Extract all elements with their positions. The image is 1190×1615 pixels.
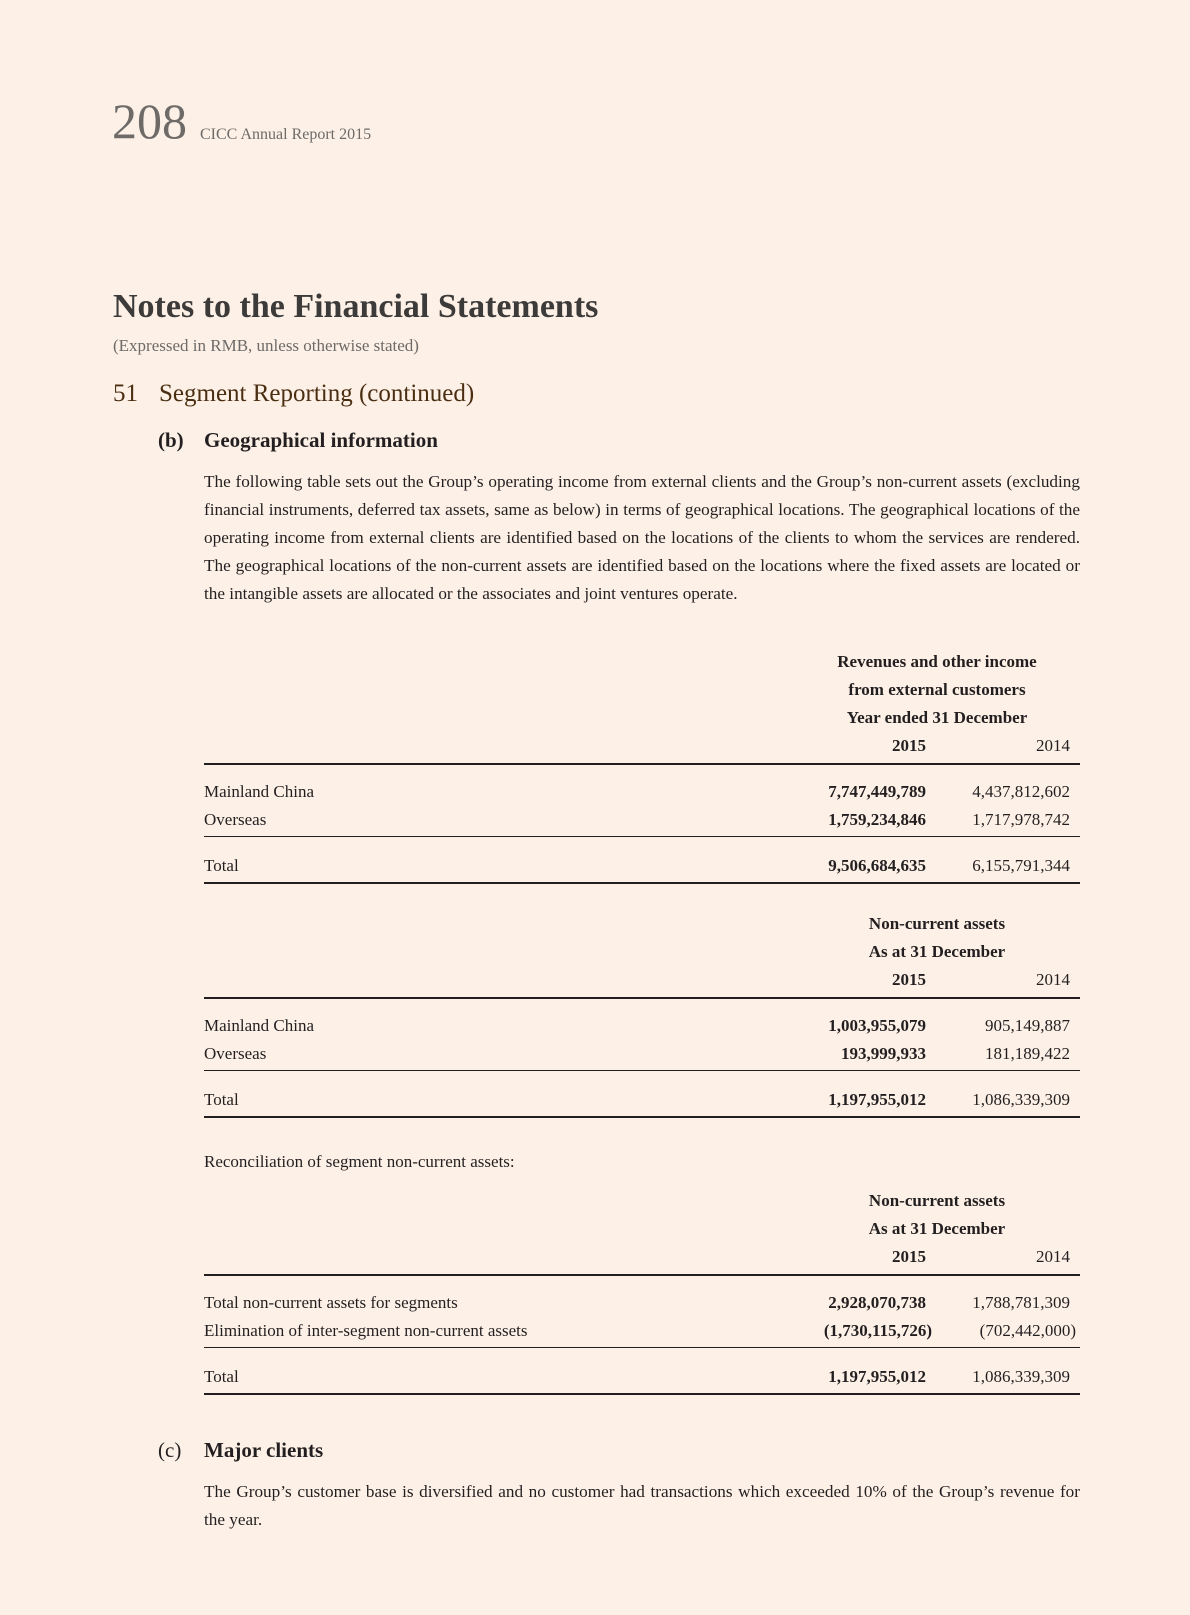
- row-label: Total: [204, 856, 239, 875]
- geographical-paragraph: The following table sets out the Group’s operating income from external clients and the Group’s non-current assets (excluding financial instruments, deferred tax assets, same as below) in terms of geographical locations. The geographical locations of the operating income from external clients are identified based on the locations of the clients to whom the services are rendered. The geographical locations of the non-current assets are identified based on the locations where the fixed assets are located or the intangible assets are allocated or the associates and joint ventures operate.: [204, 472, 1080, 603]
- section-heading: [113, 380, 474, 408]
- row-label: Total non-current assets for segments: [204, 1293, 458, 1312]
- value-2014: 1,086,339,309: [972, 1090, 1070, 1109]
- row-label: Total: [204, 1090, 239, 1109]
- subsection-c-label: (c): [158, 1438, 182, 1462]
- subtotal-rule: [204, 836, 1080, 837]
- value-2014: 1,086,339,309: [972, 1367, 1070, 1386]
- page-title: Notes to the Financial Statements: [113, 288, 599, 325]
- subsection-c-title: Major clients: [204, 1438, 324, 1462]
- row-label: Mainland China: [204, 782, 315, 801]
- subtotal-rule: [204, 1070, 1080, 1071]
- value-2014: 1,717,978,742: [972, 810, 1070, 829]
- value-2015: 2,928,070,738: [828, 1293, 926, 1312]
- section-number: 51: [113, 380, 138, 407]
- header-line: Non-current assets: [868, 914, 1006, 933]
- table-row: [204, 1289, 1080, 1317]
- header-line: Non-current assets: [868, 1191, 1006, 1210]
- row-label: Overseas: [204, 1044, 267, 1063]
- table-row: [204, 1040, 1080, 1068]
- header-rule: [204, 1274, 1080, 1276]
- header-line: from external customers: [848, 680, 1026, 699]
- value-2015: 1,197,955,012: [828, 1090, 926, 1109]
- header-rule: [204, 763, 1080, 765]
- table-row: [204, 806, 1080, 834]
- total-rule: [204, 882, 1080, 884]
- assets-table-header: [794, 910, 1080, 966]
- header-line: Year ended 31 December: [846, 708, 1028, 727]
- value-2014: (702,442,000): [979, 1321, 1076, 1340]
- subsection-b-label: (b): [158, 428, 184, 452]
- report-title: CICC Annual Report 2015: [200, 126, 372, 143]
- page-number: 208: [112, 93, 187, 149]
- year-2015-header: 2015: [892, 736, 926, 755]
- total-row: [204, 1363, 1080, 1391]
- value-2015: 9,506,684,635: [828, 856, 926, 875]
- value-2015: 1,197,955,012: [828, 1367, 926, 1386]
- year-2015-header: 2015: [892, 1247, 926, 1266]
- header-line: As at 31 December: [868, 1219, 1006, 1238]
- subtotal-rule: [204, 1347, 1080, 1348]
- value-2015: 193,999,933: [841, 1044, 926, 1063]
- subsection-b-title: Geographical information: [204, 428, 438, 452]
- year-2015-header: 2015: [892, 970, 926, 989]
- value-2014: 905,149,887: [985, 1016, 1070, 1035]
- table-row: [204, 778, 1080, 806]
- row-label: Mainland China: [204, 1016, 315, 1035]
- table-row: [204, 1317, 1080, 1345]
- row-label: Overseas: [204, 810, 267, 829]
- table-row: [204, 1012, 1080, 1040]
- header-rule: [204, 997, 1080, 999]
- value-2014: 1,788,781,309: [972, 1293, 1070, 1312]
- value-2014: 181,189,422: [985, 1044, 1070, 1063]
- header-line: As at 31 December: [868, 942, 1006, 961]
- total-rule: [204, 1393, 1080, 1395]
- value-2015: 1,003,955,079: [828, 1016, 926, 1035]
- total-row: [204, 1086, 1080, 1114]
- value-2015: (1,730,115,726): [823, 1321, 932, 1340]
- row-label: Total: [204, 1367, 239, 1386]
- value-2014: 6,155,791,344: [972, 856, 1070, 875]
- year-2014-header: 2014: [1036, 970, 1070, 989]
- value-2015: 7,747,449,789: [828, 782, 926, 801]
- row-label: Elimination of inter-segment non-current assets: [204, 1321, 528, 1340]
- section-title: Segment Reporting (continued): [159, 380, 475, 407]
- year-2014-header: 2014: [1036, 1247, 1070, 1266]
- header-line: Revenues and other income: [837, 652, 1037, 671]
- reconciliation-label: Reconciliation of segment non-current assets:: [204, 1152, 515, 1171]
- total-row: [204, 852, 1080, 880]
- reconciliation-table-header: [794, 1187, 1080, 1243]
- value-2015: 1,759,234,846: [828, 810, 926, 829]
- page-subtitle: (Expressed in RMB, unless otherwise stated): [113, 336, 419, 355]
- value-2014: 4,437,812,602: [972, 782, 1070, 801]
- year-2014-header: 2014: [1036, 736, 1070, 755]
- total-rule: [204, 1116, 1080, 1118]
- major-clients-paragraph: The Group’s customer base is diversified and no customer had transactions which exceeded 10% of the Group’s revenue for the year.: [204, 1482, 1080, 1529]
- revenue-table-header: [794, 648, 1080, 732]
